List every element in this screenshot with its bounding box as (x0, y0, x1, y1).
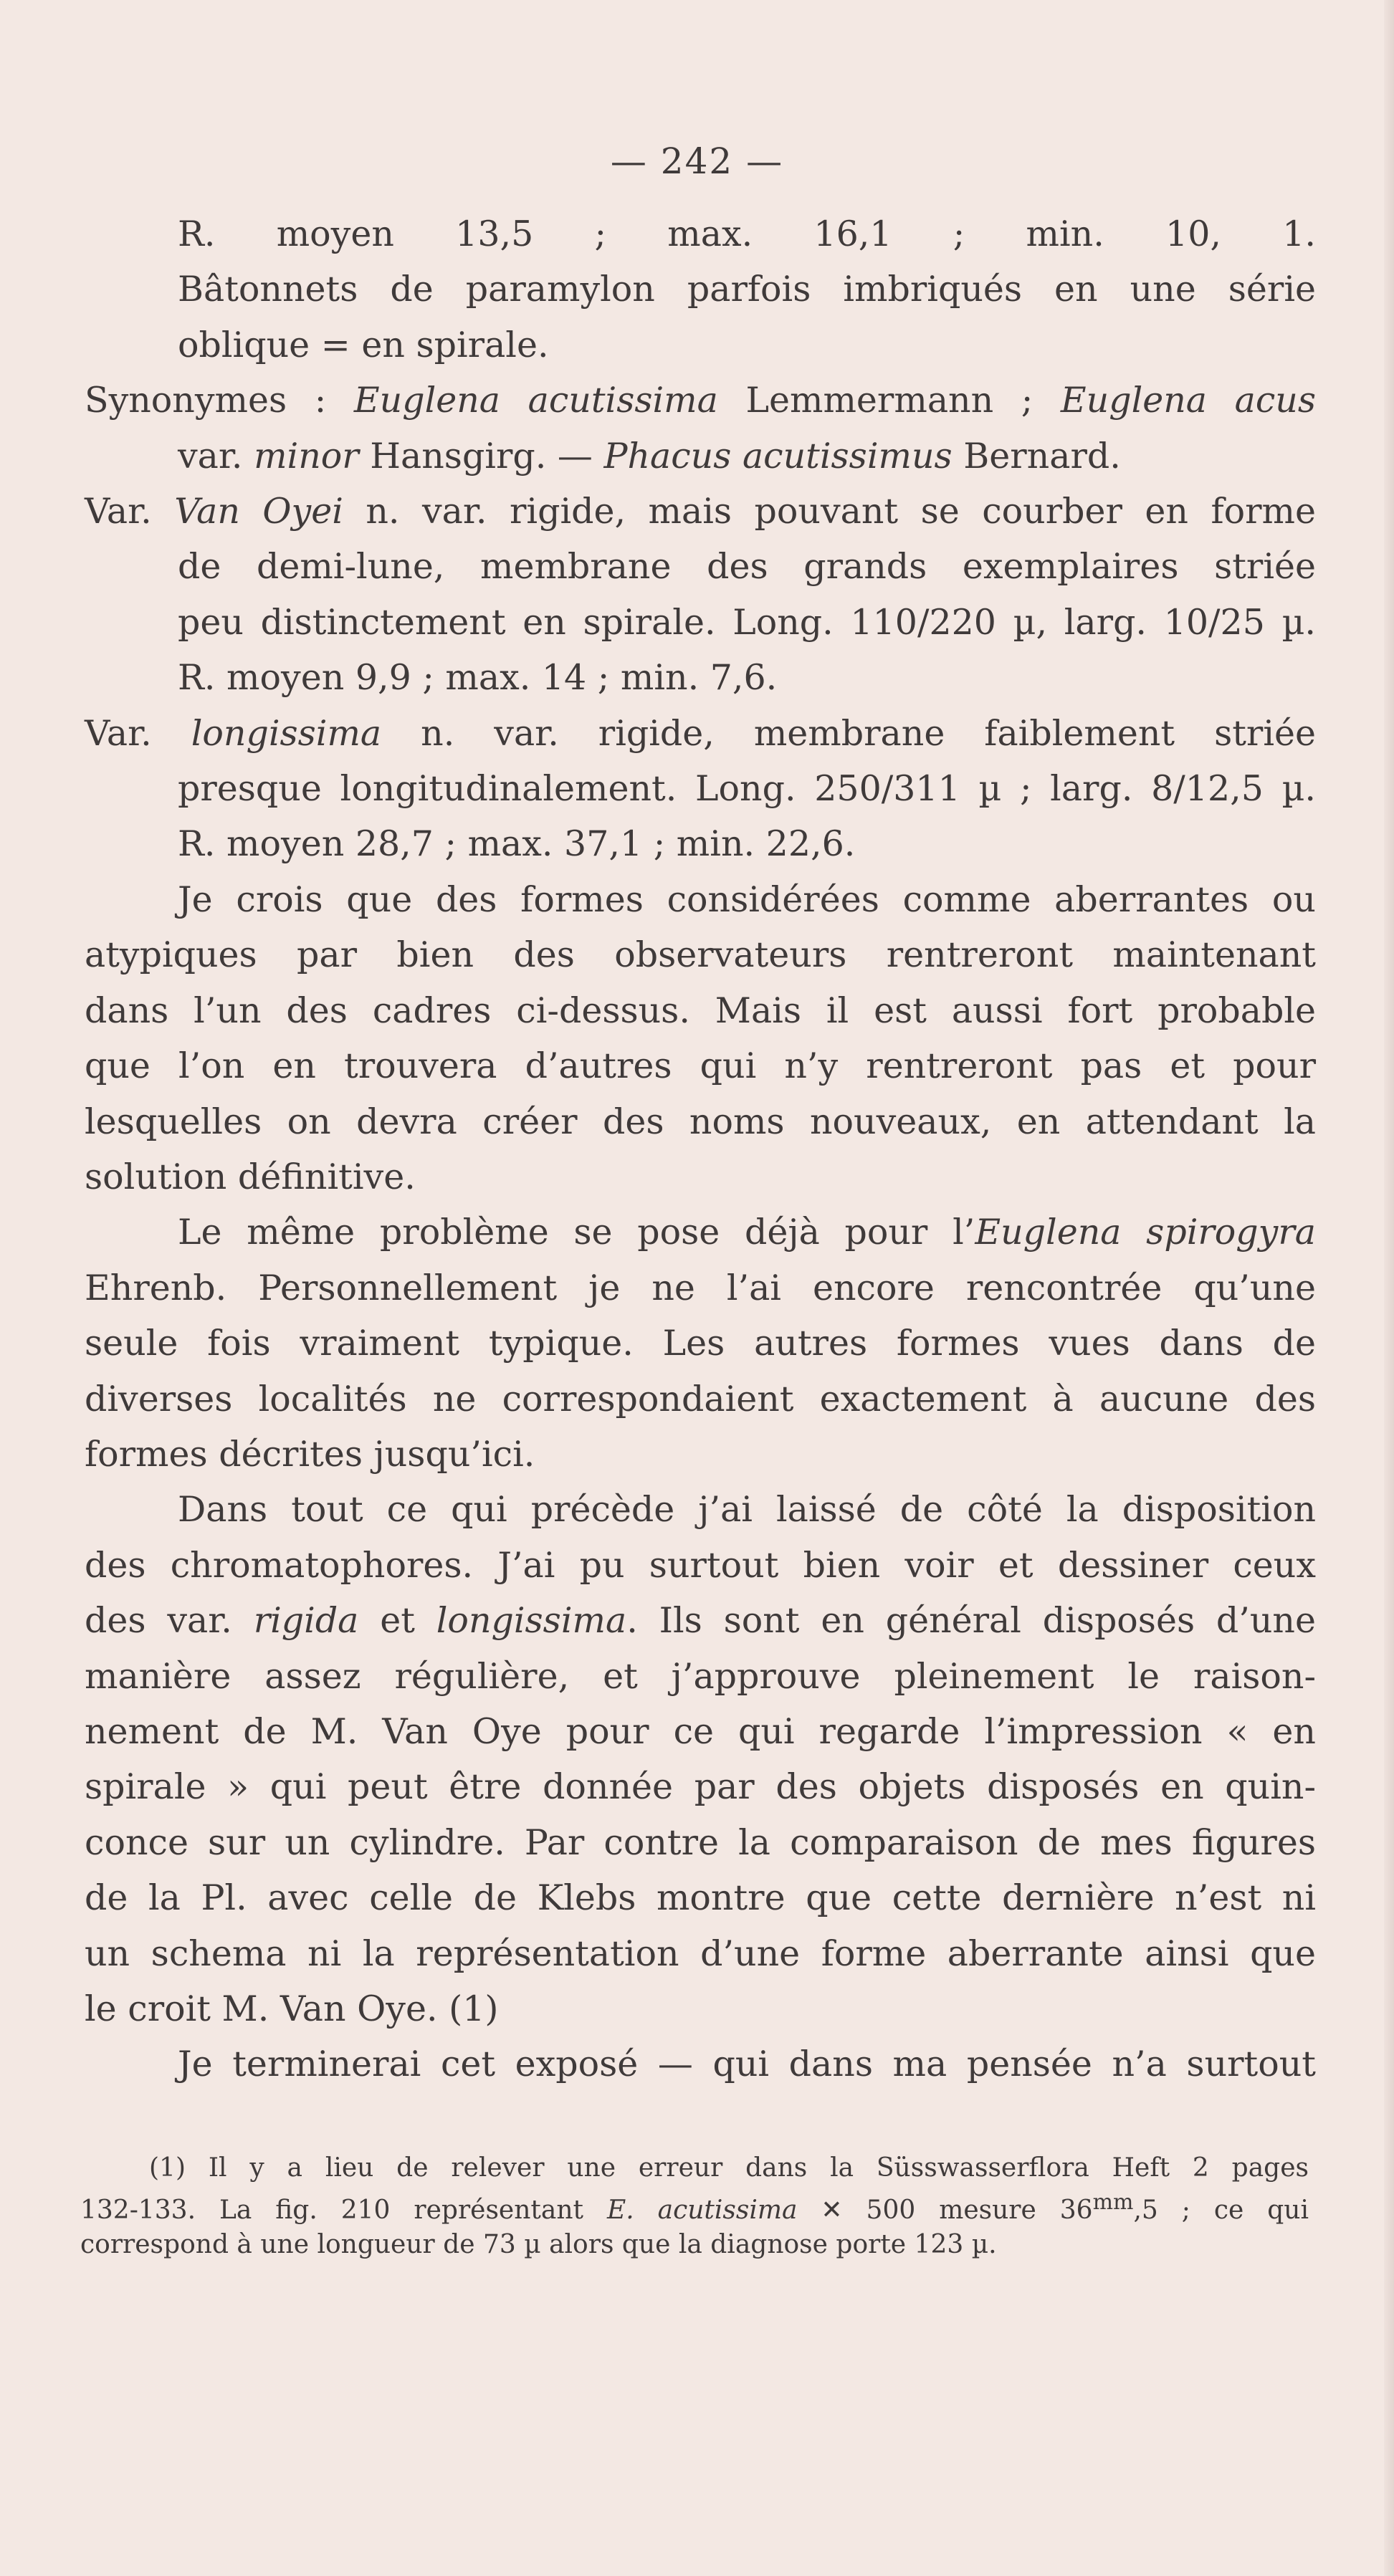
text-line: des chromatophores. J’ai pu surtout bien voir et dessiner ceux (85, 1544, 1316, 1586)
text-run: des var. (85, 1600, 254, 1642)
text-run: et (358, 1600, 436, 1642)
text-line: un schema ni la représentation d’une forme aberrante ainsi que (85, 1933, 1316, 1974)
text-line: seule fois vraiment typique. Les autres formes vues dans de (85, 1323, 1316, 1364)
text-run: n. var. rigide, membrane faiblement striée (381, 712, 1316, 754)
text-run: Var. (85, 491, 175, 532)
text-run: Synonymes : (85, 380, 354, 421)
text-line: Dans tout ce qui précède j’ai laissé de côté la disposition (178, 1489, 1316, 1531)
footnote-line: (1) Il y a lieu de relever une erreur dans la Süsswasserflora Heft 2 pages (149, 2153, 1309, 2183)
text-line: Je terminerai cet exposé — qui dans ma pensée n’a surtout (178, 2044, 1316, 2085)
footnote-line: correspond à une longueur de 73 µ alors que la diagnose porte 123 µ. (80, 2230, 997, 2259)
species-name: E. acutissima (606, 2196, 798, 2225)
text-run: Le même problème se pose déjà pour l’ (178, 1212, 975, 1253)
text-line: formes décrites jusqu’ici. (85, 1433, 535, 1475)
text-line: lesquelles on devra créer des noms nouveaux, en attendant la (85, 1101, 1316, 1142)
text-line: que l’on en trouvera d’autres qui n’y rentreront pas et pour (85, 1045, 1316, 1087)
text-line: R. moyen 13,5 ; max. 16,1 ; min. 10, 1. (178, 214, 1316, 254)
text-run: . Ils sont en général disposés d’une (626, 1600, 1316, 1642)
text-line: peu distinctement en spirale. Long. 110/220 µ, larg. 10/25 µ. (178, 601, 1316, 643)
species-name: rigida (253, 1600, 359, 1642)
species-name: minor (254, 435, 359, 477)
text-line: de demi-lune, membrane des grands exemplaires striée (178, 546, 1316, 588)
species-name: Euglena spirogyra (975, 1212, 1316, 1253)
text-line: R. moyen 28,7 ; max. 37,1 ; min. 22,6. (178, 823, 856, 865)
species-name: longissima (191, 712, 382, 754)
text-line: nement de M. Van Oye pour ce qui regarde l’impression « en (85, 1710, 1316, 1752)
text-run: var. (178, 435, 254, 477)
text-line: de la Pl. avec celle de Klebs montre que cette dernière n’est ni (85, 1877, 1316, 1919)
text-line: Ehrenb. Personnellement je ne l’ai encore rencontrée qu’une (85, 1267, 1316, 1308)
text-line (85, 484, 1316, 539)
species-name: Euglena acus (1060, 380, 1316, 421)
text-line: Je crois que des formes considérées comme aberrantes ou (178, 878, 1316, 920)
species-name: Euglena acutissima (353, 380, 718, 421)
text-run: Bernard. (952, 435, 1121, 477)
text-line: R. moyen 9,9 ; max. 14 ; min. 7,6. (178, 657, 778, 699)
text-line: oblique = en spirale. (178, 324, 549, 365)
text-line: atypiques par bien des observateurs rentreront maintenant (85, 934, 1316, 976)
text-line: le croit M. Van Oye. (1) (85, 1988, 499, 2029)
text-line (85, 373, 1316, 428)
text-line: spirale » qui peut être donnée par des objets disposés en quin- (85, 1766, 1316, 1808)
text-run: Hansgirg. — (358, 435, 604, 477)
species-name: Van Oyei (174, 491, 343, 532)
species-name: Phacus acutissimus (603, 435, 953, 477)
text-run: n. var. rigide, mais pouvant se courber en forme (343, 491, 1316, 532)
text-line: manière assez régulière, et j’approuve pleinement le raison- (85, 1655, 1316, 1697)
text-run: Lemmermann ; (717, 380, 1061, 421)
text-run: ,5 ; ce qui (1133, 2196, 1309, 2225)
page-number: — 242 — (610, 140, 784, 182)
text-line (85, 706, 1316, 761)
text-line: conce sur un cylindre. Par contre la comparaison de mes figures (85, 1821, 1316, 1863)
text-line (85, 1593, 1316, 1648)
footnote (80, 2151, 1309, 2262)
text-line: solution définitive. (85, 1156, 416, 1197)
text-run: ✕ 500 mesure 36 (797, 2196, 1093, 2225)
text-line: diverses localités ne correspondaient exactement à aucune des (85, 1378, 1316, 1419)
text-line (85, 428, 1316, 484)
text-run: Var. (85, 712, 191, 754)
unit-superscript: mm (1092, 2190, 1134, 2215)
text-line: presque longitudinalement. Long. 250/311 µ ; larg. 8/12,5 µ. (178, 768, 1316, 810)
body-text (85, 206, 1316, 2092)
species-name: longissima (436, 1600, 627, 1642)
footnote-line (80, 2185, 1309, 2228)
text-run: 132-133. La fig. 210 représentant (80, 2196, 607, 2225)
text-line: dans l’un des cadres ci-dessus. Mais il est aussi fort probable (85, 990, 1316, 1031)
text-line (85, 1205, 1316, 1260)
text-line: Bâtonnets de paramylon parfois imbriqués en une série (178, 269, 1316, 310)
